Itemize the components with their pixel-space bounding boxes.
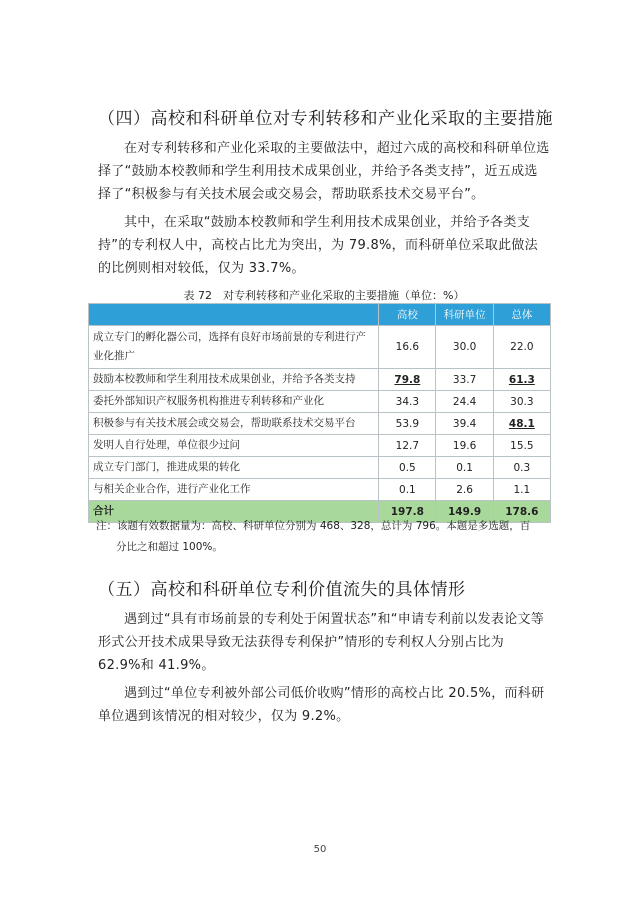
- table-row: [89, 457, 551, 479]
- table-header-overall: 总体: [493, 304, 550, 326]
- cell-overall: 30.3: [493, 391, 550, 413]
- cell-overall: 61.3: [508, 373, 535, 386]
- cell-overall: 15.5: [493, 435, 550, 457]
- table-note-line-2: 分比之和超过 100%。: [116, 541, 223, 553]
- row-label: 积极参与有关技术展会或交易会，帮助联系技术交易平台: [89, 413, 379, 435]
- table-note-line-1: 注：该题有效数据量为：高校、科研单位分别为 468、328，总计为 796。本题是多选题，百: [96, 520, 531, 532]
- table-row: [89, 369, 551, 391]
- section-5-paragraph-2: 遇到过“单位专利被外部公司低价收购”情形的高校占比 20.5%，而科研单位遇到该情况的相对较少，仅为 9.2%。: [98, 686, 545, 724]
- cell-overall: 48.1: [508, 417, 535, 430]
- section-4-paragraph-2: 其中，在采取“鼓励本校教师和学生利用技术成果创业，并给予各类支持”的专利权人中，高校占比尤为突出，为 79.8%，而科研单位采取此做法的比例则相对较低，仅为 33.7%。: [98, 215, 538, 276]
- cell-research-units: 30.0: [436, 326, 493, 369]
- cell-research-units: 24.4: [436, 391, 493, 413]
- table-header-research-units: 科研单位: [436, 304, 493, 326]
- section-4-paragraph-1: 在对专利转移和产业化采取的主要做法中，超过六成的高校和科研单位选择了“鼓励本校教师和学生利用技术成果创业，并给予各类支持”，近五成选择了“积极参与有关技术展会或交易会，帮助联系技术交易平台”。: [98, 141, 550, 202]
- total-overall: 178.6: [493, 501, 550, 523]
- cell-universities: 12.7: [379, 435, 436, 457]
- cell-research-units: 19.6: [436, 435, 493, 457]
- total-research-units: 149.9: [436, 501, 493, 523]
- cell-universities: 34.3: [379, 391, 436, 413]
- table-row: [89, 391, 551, 413]
- table-row: [89, 413, 551, 435]
- cell-universities: 16.6: [379, 326, 436, 369]
- measures-table: [88, 303, 551, 523]
- cell-research-units: 39.4: [436, 413, 493, 435]
- row-label: 委托外部知识产权服务机构推进专利转移和产业化: [89, 391, 379, 413]
- table-row: [89, 326, 551, 369]
- cell-universities: 0.1: [379, 479, 436, 501]
- row-label: 成立专门的孵化器公司，选择有良好市场前景的专利进行产业化推广: [89, 326, 379, 369]
- cell-overall: 0.3: [493, 457, 550, 479]
- row-label: 鼓励本校教师和学生利用技术成果创业，并给予各类支持: [89, 369, 379, 391]
- section-5-paragraph-1: 遇到过“具有市场前景的专利处于闲置状态”和“申请专利前以发表论文等形式公开技术成果导致无法获得专利保护”情形的专利权人分别占比为 62.9%和 41.9%。: [98, 612, 545, 673]
- cell-research-units: 0.1: [436, 457, 493, 479]
- section-4-heading: （四）高校和科研单位对专利转移和产业化采取的主要措施: [98, 109, 553, 129]
- table-row: [89, 435, 551, 457]
- table-header-blank: [89, 304, 379, 326]
- cell-overall: 22.0: [493, 326, 550, 369]
- cell-research-units: 2.6: [436, 479, 493, 501]
- page-number: 50: [313, 844, 327, 855]
- total-universities: 197.8: [379, 501, 436, 523]
- section-5-heading: （五）高校和科研单位专利价值流失的具体情形: [98, 580, 466, 600]
- table-row: [89, 479, 551, 501]
- row-label: 成立专门部门，推进成果的转化: [89, 457, 379, 479]
- table-header-universities: 高校: [379, 304, 436, 326]
- cell-universities: 53.9: [379, 413, 436, 435]
- table-caption: 表 72 对专利转移和产业化采取的主要措施（单位：%）: [183, 289, 465, 302]
- cell-overall: 1.1: [493, 479, 550, 501]
- cell-universities: 79.8: [394, 373, 421, 386]
- table-note: [96, 516, 556, 558]
- total-label: 合计: [89, 501, 379, 523]
- row-label: 发明人自行处理，单位很少过问: [89, 435, 379, 457]
- cell-research-units: 33.7: [436, 369, 493, 391]
- cell-universities: 0.5: [379, 457, 436, 479]
- row-label: 与相关企业合作，进行产业化工作: [89, 479, 379, 501]
